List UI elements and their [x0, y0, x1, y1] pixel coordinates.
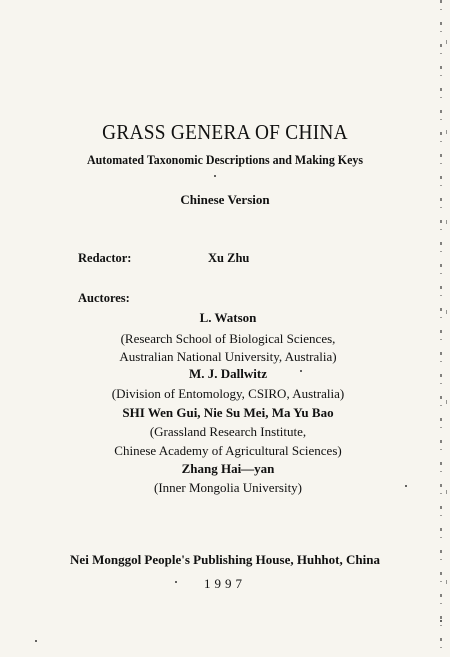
author-name: L. Watson	[199, 310, 257, 325]
redactor-name: Xu Zhu	[208, 251, 250, 265]
author-affiliation: (Research School of Biological Sciences,	[120, 331, 336, 346]
scan-speck	[440, 620, 442, 622]
scan-speck	[300, 370, 302, 372]
redactor-label: Redactor:	[78, 251, 132, 265]
scan-speck	[405, 485, 407, 487]
author-affiliation: Australian National University, Australia)	[119, 349, 337, 364]
scan-speck	[214, 175, 216, 177]
author-affiliation: (Inner Mongolia University)	[153, 480, 303, 495]
scan-speck	[175, 581, 177, 583]
publisher: Nei Monggol People's Publishing House, Huhhot, China	[70, 552, 380, 567]
book-subtitle: Automated Taxonomic Descriptions and Making Keys	[86, 152, 364, 167]
author-name: SHI Wen Gui, Nie Su Mei, Ma Yu Bao	[122, 405, 334, 420]
book-title: GRASS GENERA OF CHINA	[102, 120, 348, 144]
author-name: M. J. Dallwitz	[189, 366, 267, 381]
author-affiliation: (Division of Entomology, CSIRO, Australia)	[111, 386, 345, 401]
author-name: Zhang Hai—yan	[181, 461, 275, 476]
author-affiliation: Chinese Academy of Agricultural Sciences)	[114, 443, 342, 458]
author-affiliation: (Grassland Research Institute,	[149, 424, 307, 439]
edition-version: Chinese Version	[180, 192, 270, 207]
publication-year: 1997	[204, 576, 246, 591]
auctores-label: Auctores:	[78, 291, 130, 305]
scan-speck	[35, 640, 37, 642]
